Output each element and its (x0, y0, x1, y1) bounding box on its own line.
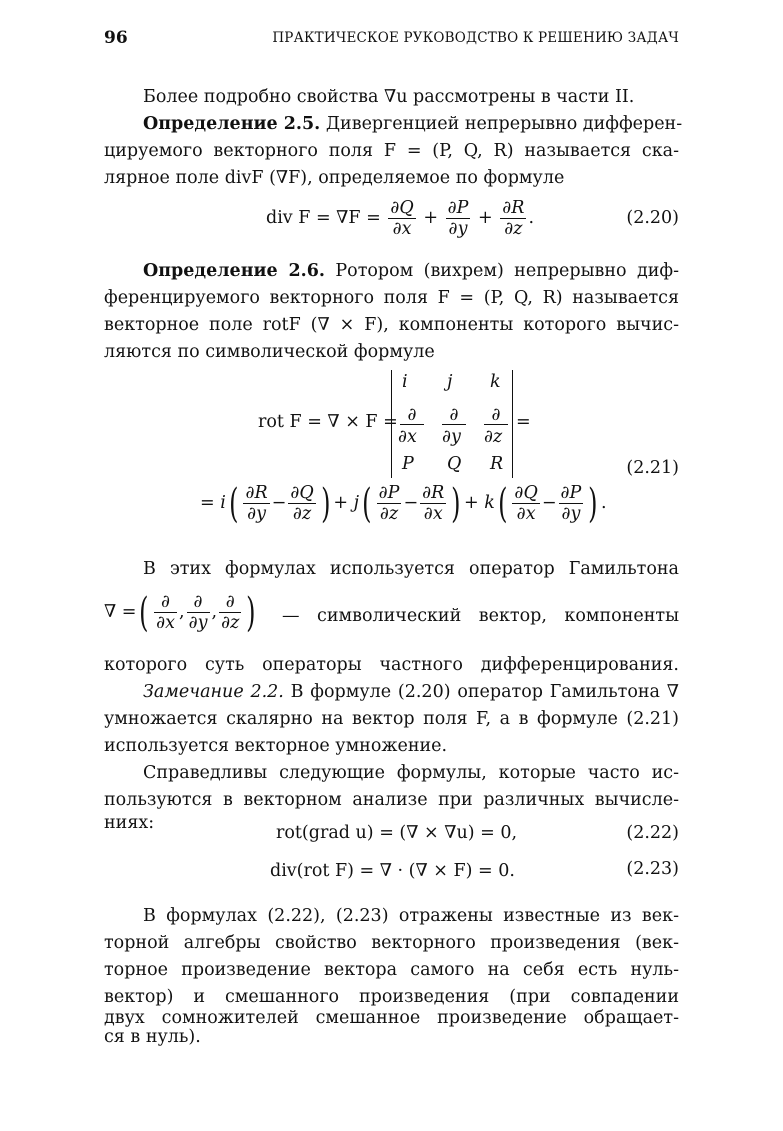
eq220-lhs: div F = ∇F = (266, 208, 381, 228)
def25-line2: цируемого векторного поля F = (P, Q, R) называется ска- (104, 141, 679, 161)
def25-text1: Дивергенцией непрерывно дифферен- (325, 114, 683, 134)
def25-line1 (143, 111, 683, 138)
eq221-expansion: = i( $\frac{\partial R}{\partial y}$ − $\frac{\partial Q}{\partial z}$ ) + j( $\frac{\partial P}{\partial z}$ − $\frac{\partial R}{\partial x}$ ) + k( $\frac{\partial Q}{\partial x}$ − $\frac{\partial P}{\partial y}$ ) . (200, 480, 607, 527)
eq220-frac3: $\frac{\partial R}{\partial z}$ (502, 198, 525, 239)
equation-2-23: div(rot F) = ∇ · (∇ × F) = 0. (270, 861, 515, 881)
hamilton-operator: ∇ =( $\frac{\partial}{\partial x}$ , $\frac{\partial}{\partial y}$ , $\frac{\partial}{\partial z}$ ) (104, 589, 256, 636)
conclusion-line4: вектор) и смешанного произведения (при совпадении (104, 987, 679, 1007)
remark-line3: используется векторное умножение. (104, 736, 448, 756)
conclusion-line1: В формулах (2.22), (2.23) отражены известные из век- (143, 906, 679, 926)
eq221-lhs: rot F = ∇ × F = (258, 412, 398, 432)
def26-text1: Ротором (вихрем) непрерывно диф- (335, 261, 679, 281)
eq221-eqsign: = (516, 412, 531, 432)
conclusion-line5: двух сомножителей смешанное произведение обращает- (104, 1008, 679, 1028)
conclusion-line2: торной алгебры свойство векторного произведения (век- (104, 933, 679, 953)
hamilton-line1: В этих формулах используется оператор Гамильтона (143, 559, 679, 579)
formulas-intro-line3: ниях: (104, 813, 155, 833)
conclusion-line6: ся в нуль). (104, 1027, 201, 1047)
equation-2-20: div F = ∇F = $\frac{\partial Q}{\partial x}$ + $\frac{\partial P}{\partial y}$ + $\frac{\partial R}{\partial z}$ . (266, 198, 535, 239)
eq222-number: (2.22) (626, 823, 679, 843)
conclusion-line3: торное произведение вектора самого на себя есть нуль- (104, 960, 679, 980)
def26-line4: ляются по символической формуле (104, 342, 435, 362)
def26-line2: ференцируемого векторного поля F = (P, Q, R) называется (104, 288, 679, 308)
remark-line2: умножается скалярно на вектор поля F, а в формуле (2.21) (104, 709, 679, 729)
running-title: ПРАКТИЧЕСКОЕ РУКОВОДСТВО К РЕШЕНИЮ ЗАДАЧ (272, 30, 679, 46)
intro-line: Более подробно свойства ∇u рассмотрены в части II. (143, 87, 635, 107)
formulas-intro-line2: пользуются в векторном анализе при различных вычисле- (104, 790, 679, 810)
eq223-number: (2.23) (626, 859, 679, 879)
def26-label: Определение 2.6. (143, 261, 326, 281)
equation-2-22: rot(grad u) = (∇ × ∇u) = 0, (276, 823, 518, 843)
eq220-frac1: $\frac{\partial Q}{\partial x}$ (390, 198, 414, 239)
remark-text1: В формуле (2.20) оператор Гамильтона ∇ (290, 682, 679, 702)
remark-line1 (143, 679, 679, 706)
eq221-number: (2.21) (626, 458, 679, 478)
page-header (104, 28, 679, 52)
hamilton-line3: которого суть операторы частного дифференцирования. (104, 655, 679, 675)
page-number: 96 (104, 28, 128, 48)
remark-label: Замечание 2.2. (143, 682, 284, 702)
eq220-number: (2.20) (626, 208, 679, 228)
def25-line3: лярное поле divF (∇F), определяемое по формуле (104, 168, 565, 188)
eq220-frac2: $\frac{\partial P}{\partial y}$ (447, 198, 469, 239)
hamilton-tail: — символический вектор, компоненты (282, 606, 679, 626)
formulas-intro-line1: Справедливы следующие формулы, которые часто ис- (143, 763, 679, 783)
def25-label: Определение 2.5. (143, 114, 321, 134)
def26-line1 (143, 258, 679, 285)
def26-line3: векторное поле rotF (∇ × F), компоненты которого вычис- (104, 315, 679, 335)
curl-determinant: i j k ∂ ∂ ∂ ∂x ∂y ∂z P Q R (391, 370, 513, 478)
